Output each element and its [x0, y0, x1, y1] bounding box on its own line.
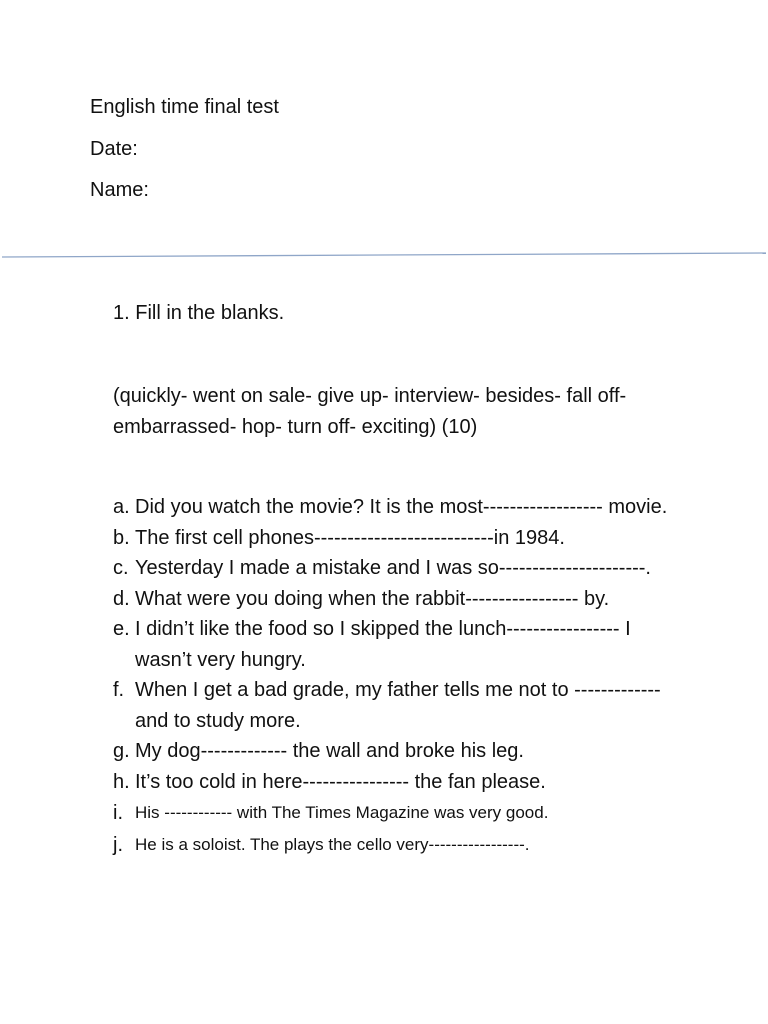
question-letter: a.	[113, 496, 130, 518]
question-letter: h.	[113, 770, 130, 793]
question-item	[113, 767, 673, 798]
question-letter: d.	[113, 587, 130, 610]
question-text: He is a soloist. The plays the cello very-----------------.	[135, 835, 530, 854]
question-text: When I get a bad grade, my father tells me not to ------------- and to study more.	[135, 679, 661, 732]
question-letter: c.	[113, 557, 129, 579]
question-letter: i.	[113, 802, 123, 824]
question-item	[113, 584, 673, 615]
question-text: Did you watch the movie? It is the most------------------ movie.	[135, 496, 668, 518]
question-text: I didn’t like the food so I skipped the lunch----------------- I wasn’t very hungry.	[135, 618, 631, 671]
word-bank: (quickly- went on sale- give up- interview- besides- fall off- embarrassed- hop- turn off- exciting) (10)	[113, 385, 627, 438]
question-text: His ------------ with The Times Magazine was very good.	[135, 803, 549, 822]
section-heading: 1. Fill in the blanks.	[113, 302, 285, 324]
question-letter: f.	[113, 679, 125, 701]
question-text: The first cell phones---------------------------in 1984.	[135, 526, 565, 549]
question-list	[113, 492, 673, 861]
document-title: English time final test	[90, 96, 279, 118]
name-label: Name:	[90, 179, 149, 201]
question-text: What were you doing when the rabbit----------------- by.	[135, 587, 610, 610]
question-text: My dog------------- the wall and broke his leg.	[135, 740, 524, 762]
question-item	[113, 523, 673, 554]
question-item	[113, 797, 673, 829]
date-label: Date:	[90, 138, 138, 160]
divider-line	[2, 250, 766, 258]
question-letter: e.	[113, 618, 130, 640]
question-text: It’s too cold in here---------------- the fan please.	[135, 770, 546, 793]
question-item	[113, 675, 673, 736]
question-item	[113, 736, 673, 767]
question-letter: j.	[113, 834, 123, 856]
question-item	[113, 829, 673, 861]
question-item	[113, 614, 673, 675]
question-text: Yesterday I made a mistake and I was so----------------------.	[135, 557, 651, 579]
question-item	[113, 553, 673, 584]
question-letter: g.	[113, 740, 130, 762]
question-letter: b.	[113, 526, 130, 549]
question-item	[113, 492, 673, 523]
